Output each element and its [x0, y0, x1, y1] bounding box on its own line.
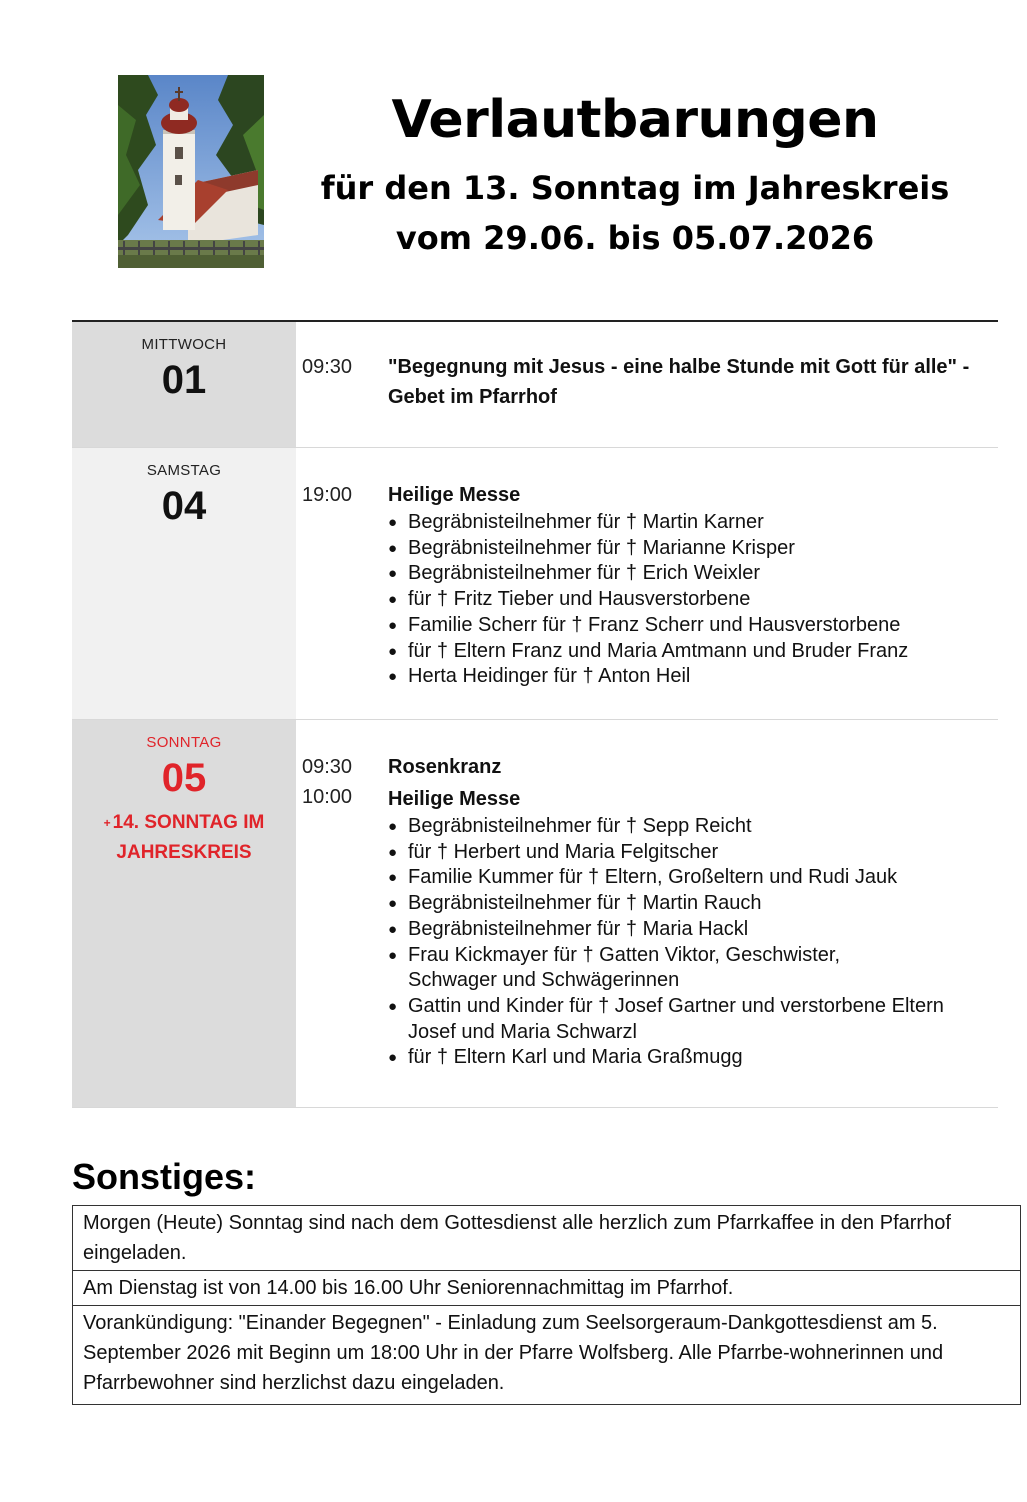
day-row-sonntag: [72, 720, 998, 1108]
intention-item: ● Herta Heidinger für † Anton Heil: [388, 664, 978, 690]
notice-item: Am Dienstag ist von 14.00 bis 16.00 Uhr Seniorennachmittag im Pfarrhof.: [73, 1271, 1020, 1306]
event-title: Heilige Messe: [388, 788, 521, 810]
intention-item: ● für † Herbert und Maria Felgitscher: [388, 840, 978, 866]
intention-item: ● Familie Kummer für † Eltern, Großeltern und Rudi Jauk: [388, 865, 978, 891]
intention-list: [388, 510, 978, 690]
header: [300, 80, 970, 260]
feast-name: 14. SONNTAG IM JAHRESKREIS: [112, 812, 265, 864]
intention-list: [388, 814, 978, 1071]
events-list: [296, 322, 998, 447]
event-time: 09:30: [302, 356, 353, 378]
event-time: 19:00: [302, 484, 353, 506]
event-title: Heilige Messe: [388, 484, 521, 506]
intention-item: ● für † Eltern Franz und Maria Amtmann und Bruder Franz: [388, 639, 978, 665]
date-range: vom 29.06. bis 05.07.2026: [395, 219, 875, 257]
event: [302, 754, 978, 782]
day-cell: [72, 322, 296, 447]
day-cell: [72, 720, 296, 1107]
intention-item: ● Gattin und Kinder für † Josef Gartner und verstorbene Eltern Josef und Maria Schwarzl: [388, 994, 968, 1045]
event: [302, 482, 978, 690]
day-cell: [72, 448, 296, 719]
event-time: 09:30: [302, 756, 353, 778]
notice-item: Morgen (Heute) Sonntag sind nach dem Gottesdienst alle herzlich zum Pfarrkaffee in den Pfarrhof eingeladen.: [73, 1206, 1020, 1271]
notice-item: Vorankündigung: "Einander Begegnen" - Einladung zum Seelsorgeraum-Dankgottesdienst am 5. September 2026 mit Beginn um 18:00 Uhr in der Pfarre Wolfsberg. Alle Pfarrbe-wohnerinnen und Pfarrbewohner sind herzlichst dazu eingeladen.: [83, 1312, 944, 1394]
weekday-label: SONNTAG: [146, 734, 222, 751]
intention-item: ● Begräbnisteilnehmer für † Sepp Reicht: [388, 814, 978, 840]
events-list: [296, 720, 998, 1107]
day-row-samstag: [72, 448, 998, 720]
feast-label: [72, 808, 296, 868]
event-title: "Begegnung mit Jesus - eine halbe Stunde mit Gott für alle" - Gebet im Pfarrhof: [388, 356, 970, 408]
intention-item: ● Frau Kickmayer für † Gatten Viktor, Geschwister, Schwager und Schwägerinnen: [388, 943, 908, 994]
page-subtitle: für den 13. Sonntag im Jahreskreis: [320, 169, 950, 207]
weekday-label: SAMSTAG: [146, 462, 222, 479]
intention-item: ● Begräbnisteilnehmer für † Maria Hackl: [388, 917, 978, 943]
day-number: 04: [161, 484, 207, 528]
event: [302, 784, 978, 1071]
intention-item: ● Begräbnisteilnehmer für † Marianne Krisper: [388, 536, 978, 562]
church-photo: [118, 75, 264, 268]
events-list: [296, 448, 998, 719]
intention-item: ● für † Fritz Tieber und Hausverstorbene: [388, 587, 978, 613]
feast-mark: +: [103, 816, 111, 830]
intention-item: ● für † Eltern Karl und Maria Graßmugg: [388, 1045, 978, 1071]
page-title: Verlautbarungen: [391, 90, 879, 150]
day-number: 05: [161, 756, 207, 800]
event-title: Rosenkranz: [388, 756, 502, 778]
day-number: 01: [161, 358, 207, 402]
other-heading: Sonstiges:: [72, 1156, 257, 1197]
schedule-table: [72, 320, 998, 1108]
event-time: 10:00: [302, 786, 353, 808]
event: [302, 354, 978, 412]
other-notices: [72, 1205, 1021, 1405]
intention-item: ● Begräbnisteilnehmer für † Martin Karner: [388, 510, 978, 536]
intention-item: ● Begräbnisteilnehmer für † Erich Weixler: [388, 561, 978, 587]
day-row-mittwoch: [72, 322, 998, 448]
weekday-label: MITTWOCH: [141, 336, 227, 353]
intention-item: ● Familie Scherr für † Franz Scherr und Hausverstorbene: [388, 613, 978, 639]
intention-item: ● Begräbnisteilnehmer für † Martin Rauch: [388, 891, 978, 917]
